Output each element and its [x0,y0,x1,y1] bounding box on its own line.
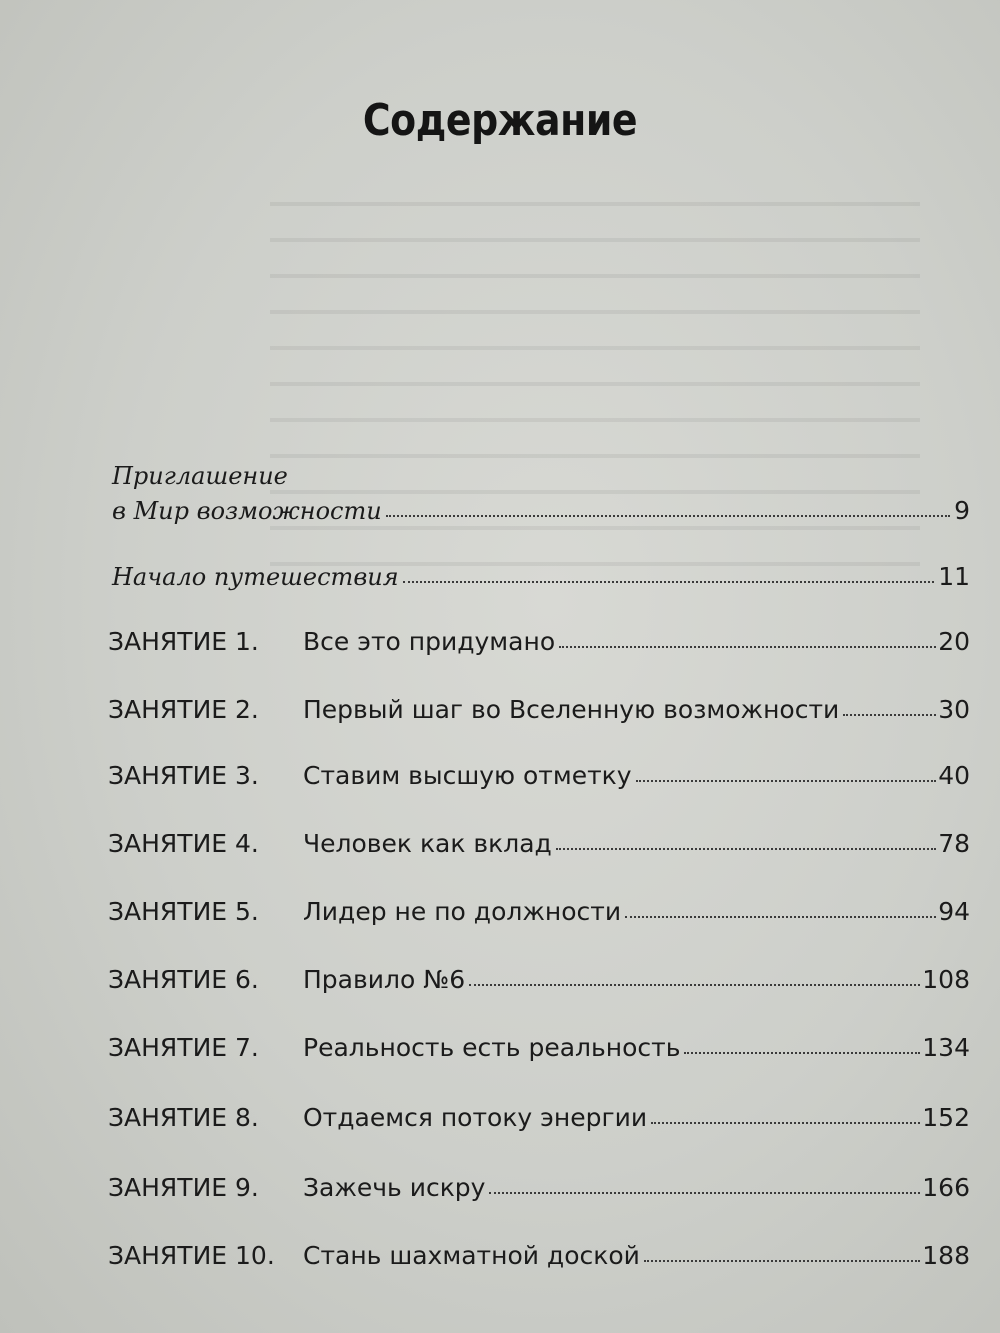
lesson-number: ЗАНЯТИЕ 5. [108,897,259,926]
toc-page-number: 108 [922,965,970,994]
toc-page-number: 40 [938,761,970,790]
leader-dots [559,645,936,648]
toc-entry-lesson-10 [108,1236,970,1276]
leader-dots [684,1051,920,1054]
toc-entry-lesson-4 [108,824,970,864]
toc-page-number: 94 [938,897,970,926]
toc-entry-lesson-6 [108,960,970,1000]
lesson-number: ЗАНЯТИЕ 7. [108,1033,259,1062]
toc-page-number: 30 [938,695,970,724]
lesson-title: Ставим высшую отметку [303,761,632,790]
toc-page-number: 188 [922,1241,970,1270]
toc-entry-title-line1: Приглашение [112,462,288,490]
lesson-number: ЗАНЯТИЕ 8. [108,1103,259,1132]
lesson-title: Лидер не по должности [303,897,622,926]
leader-dots [636,779,937,782]
toc-entry-lesson-9 [108,1168,970,1208]
toc-page-number: 9 [954,496,970,525]
lesson-title: Первый шаг во Вселенную возможности [303,695,840,724]
lesson-title: Отдаемся потоку энергии [303,1103,648,1132]
toc-entry-title: Начало путешествия [112,563,399,591]
toc-page-number: 134 [922,1033,970,1062]
toc-page-number: 78 [938,829,970,858]
toc-entry-title-line2: в Мир возможности [112,497,382,525]
leader-dots [843,713,936,716]
leader-dots [489,1191,920,1194]
toc-entry-lesson-3 [108,756,970,796]
lesson-number: ЗАНЯТИЕ 1. [108,627,259,656]
lesson-number: ЗАНЯТИЕ 4. [108,829,259,858]
toc-entry-lesson-7 [108,1028,970,1068]
lesson-title: Зажечь искру [303,1173,486,1202]
toc-entry-lesson-8 [108,1098,970,1138]
lesson-number: ЗАНЯТИЕ 9. [108,1173,259,1202]
toc-page-number: 11 [938,562,970,591]
lesson-title: Реальность есть реальность [303,1033,681,1062]
leader-dots [403,580,935,583]
toc-page-number: 166 [922,1173,970,1202]
leader-dots [469,983,920,986]
leader-dots [644,1259,920,1262]
leader-dots [386,514,950,517]
toc-entry-lesson-2 [108,690,970,730]
lesson-number: ЗАНЯТИЕ 3. [108,761,259,790]
toc-entry-lesson-1 [108,622,970,662]
toc-page-number: 20 [938,627,970,656]
toc-entry-invitation [112,462,970,534]
lesson-title: Правило №6 [303,965,466,994]
lesson-number: ЗАНЯТИЕ 2. [108,695,259,724]
leader-dots [556,847,936,850]
leader-dots [625,915,936,918]
lesson-title: Человек как вклад [303,829,552,858]
toc-entry-lesson-5 [108,892,970,932]
lesson-number: ЗАНЯТИЕ 10. [108,1241,275,1270]
page-title: Содержание [362,95,638,146]
lesson-title: Все это придумано [303,627,556,656]
toc-entry-journey-start [112,562,970,598]
lesson-title: Стань шахматной доской [303,1241,640,1270]
toc-page-number: 152 [922,1103,970,1132]
lesson-number: ЗАНЯТИЕ 6. [108,965,259,994]
leader-dots [651,1121,920,1124]
